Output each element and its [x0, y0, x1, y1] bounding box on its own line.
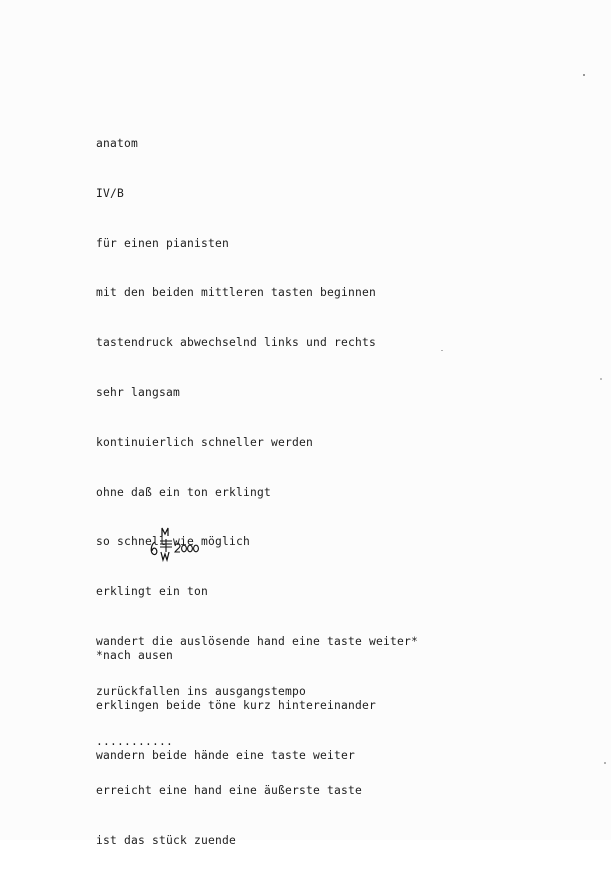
instruction-line: erklingt ein ton	[96, 585, 209, 599]
footnote-line: wandern beide hände eine taste weiter	[96, 749, 356, 762]
footnote-line: *nach ausen	[96, 649, 174, 662]
instruction-line: sehr langsam	[96, 385, 181, 399]
subtitle: IV/B	[96, 186, 125, 200]
instruction-line: kontinuierlich schneller werden	[96, 435, 314, 449]
instruction-line: wandert die auslösende hand eine taste weiter*	[96, 634, 419, 648]
paper-speck	[600, 378, 602, 380]
instruction-line: ist das stück zuende	[96, 834, 237, 848]
instruction-line: mit den beiden mittleren tasten beginnen	[96, 286, 377, 300]
paper-speck	[604, 762, 606, 764]
instruction-line: erreicht eine hand eine äußerste taste	[96, 784, 363, 798]
paper-speck	[583, 74, 585, 76]
instruction-line: ohne daß ein ton erklingt	[96, 485, 272, 499]
ellipsis-line: ...........	[96, 734, 174, 748]
instruction-line: für einen pianisten	[96, 236, 230, 250]
handwritten-signature	[148, 522, 208, 566]
footnote-line: erklingen beide töne kurz hintereinander	[96, 699, 377, 712]
footnote	[96, 622, 376, 798]
paper-speck	[441, 350, 443, 351]
instruction-line: zurückfallen ins ausgangstempo	[96, 684, 307, 698]
instruction-line: so schnell wie möglich	[96, 535, 251, 549]
title: anatom	[96, 137, 139, 150]
instruction-line: tastendruck abwechselnd links und rechts	[96, 336, 377, 350]
